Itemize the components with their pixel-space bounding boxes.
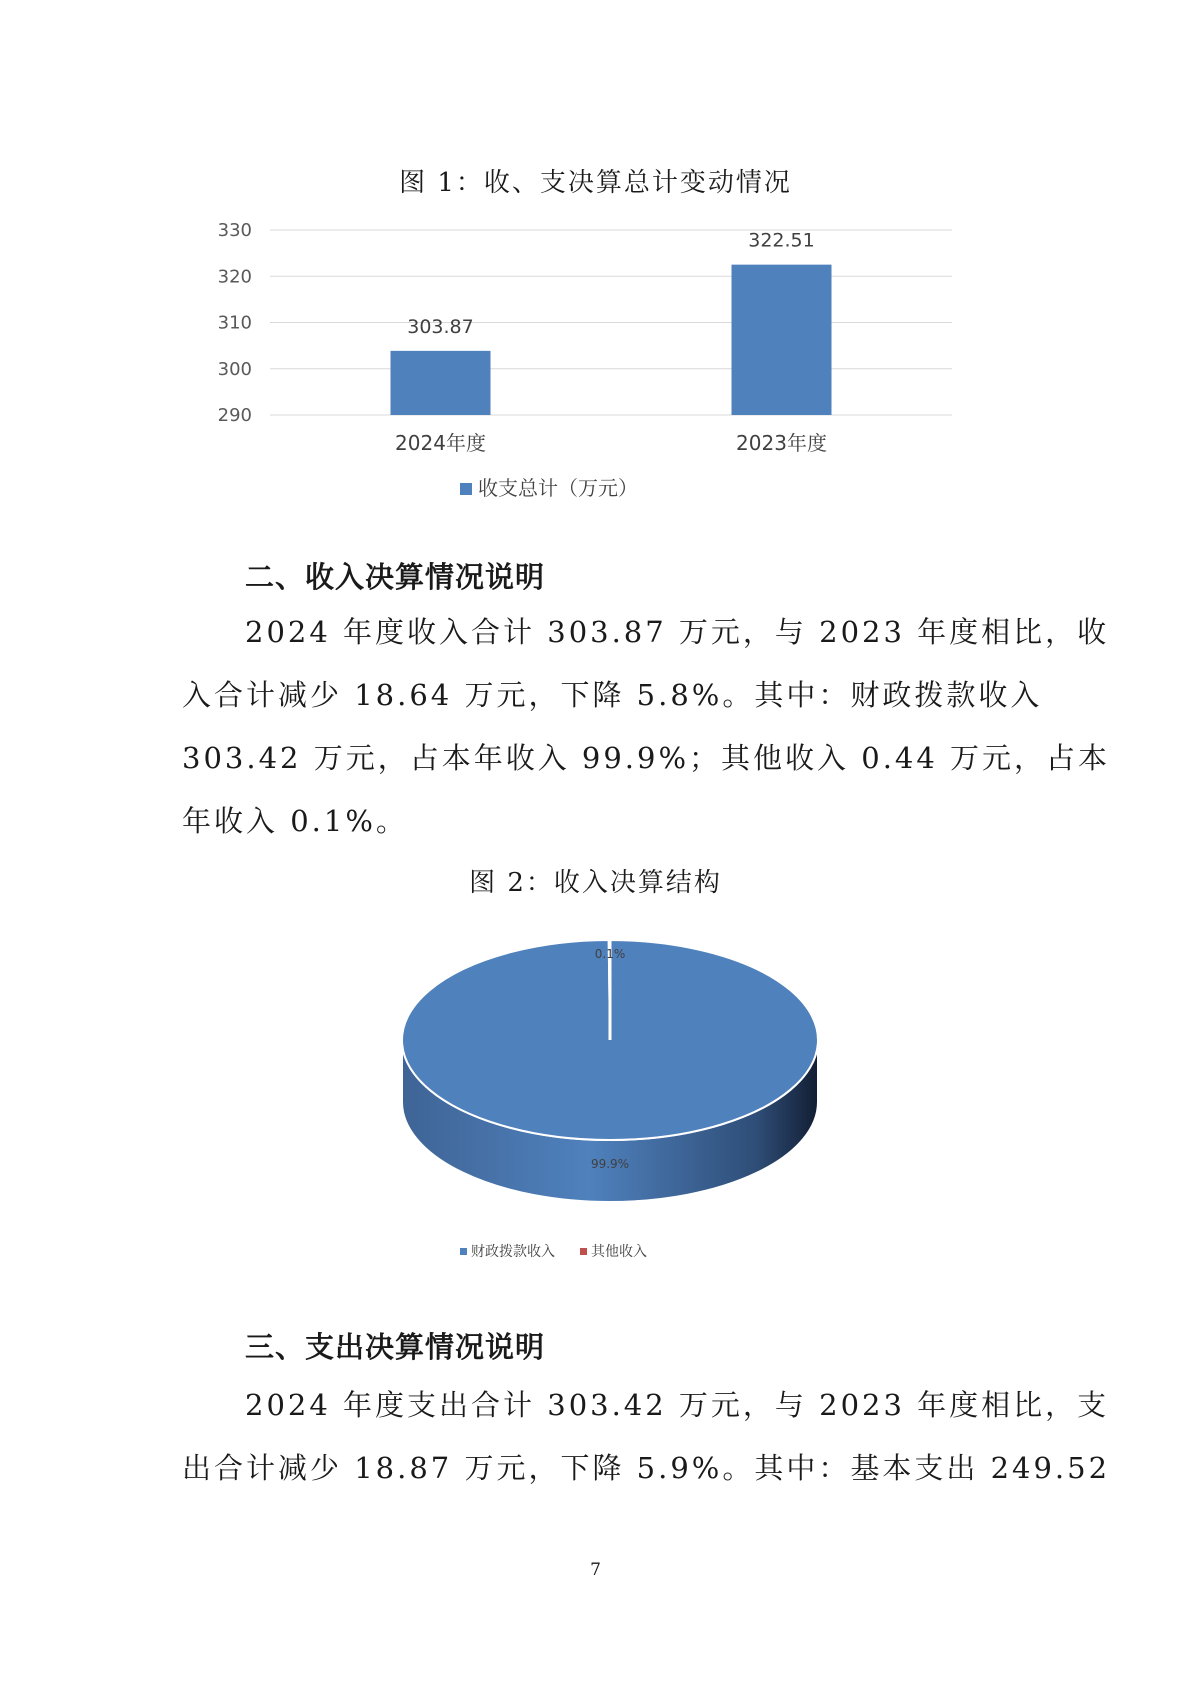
section3-line-2: 出合计减少 18.87 万元，下降 5.9%。其中：基本支出 249.52	[182, 1451, 1111, 1485]
legend-swatch	[460, 483, 472, 495]
section2-heading: 二、收入决算情况说明	[245, 560, 546, 594]
x-category-label-0: 2024年度	[395, 431, 486, 455]
figure2-pie-chart	[380, 940, 840, 1290]
figure2-title: 图 2：收入决算结构	[469, 868, 722, 898]
bar-data-label-0: 303.87	[407, 315, 474, 338]
section2-line-4: 年收入 0.1%。	[182, 804, 408, 838]
section2-line-2: 入合计减少 18.64 万元，下降 5.8%。其中：财政拨款收入	[182, 678, 1043, 712]
pie-legend-swatch-0	[460, 1248, 467, 1255]
pie-legend-swatch-1	[580, 1248, 587, 1255]
figure1-bar-chart	[200, 205, 960, 515]
y-tick-label-2: 310	[217, 312, 252, 334]
section2-line-3: 303.42 万元，占本年收入 99.9%；其他收入 0.44 万元，占本	[182, 741, 1111, 775]
pie-legend-label-1: 其他收入	[591, 1244, 647, 1260]
figure1-title: 图 1：收、支决算总计变动情况	[399, 168, 792, 198]
page-number: 7	[590, 1560, 601, 1580]
x-category-label-1: 2023年度	[736, 431, 827, 455]
section3-line-1: 2024 年度支出合计 303.42 万元，与 2023 年度相比，支	[245, 1388, 1110, 1422]
pie-data-label-0: 99.9%	[590, 1157, 630, 1171]
pie-legend-label-0: 财政拨款收入	[471, 1244, 555, 1260]
legend-label: 收支总计（万元）	[478, 476, 638, 500]
section3-heading: 三、支出决算情况说明	[245, 1330, 546, 1364]
y-tick-label-4: 290	[217, 405, 252, 426]
y-tick-label-1: 320	[217, 266, 252, 288]
pie-data-label-1: 0.1%	[594, 947, 626, 961]
bar-data-label-1: 322.51	[748, 229, 815, 252]
y-tick-label-3: 300	[217, 358, 252, 380]
section2-line-1: 2024 年度收入合计 303.87 万元，与 2023 年度相比，收	[245, 615, 1110, 649]
y-tick-label-0: 330	[217, 220, 252, 241]
bar-1	[732, 265, 832, 415]
bar-0	[391, 351, 491, 415]
